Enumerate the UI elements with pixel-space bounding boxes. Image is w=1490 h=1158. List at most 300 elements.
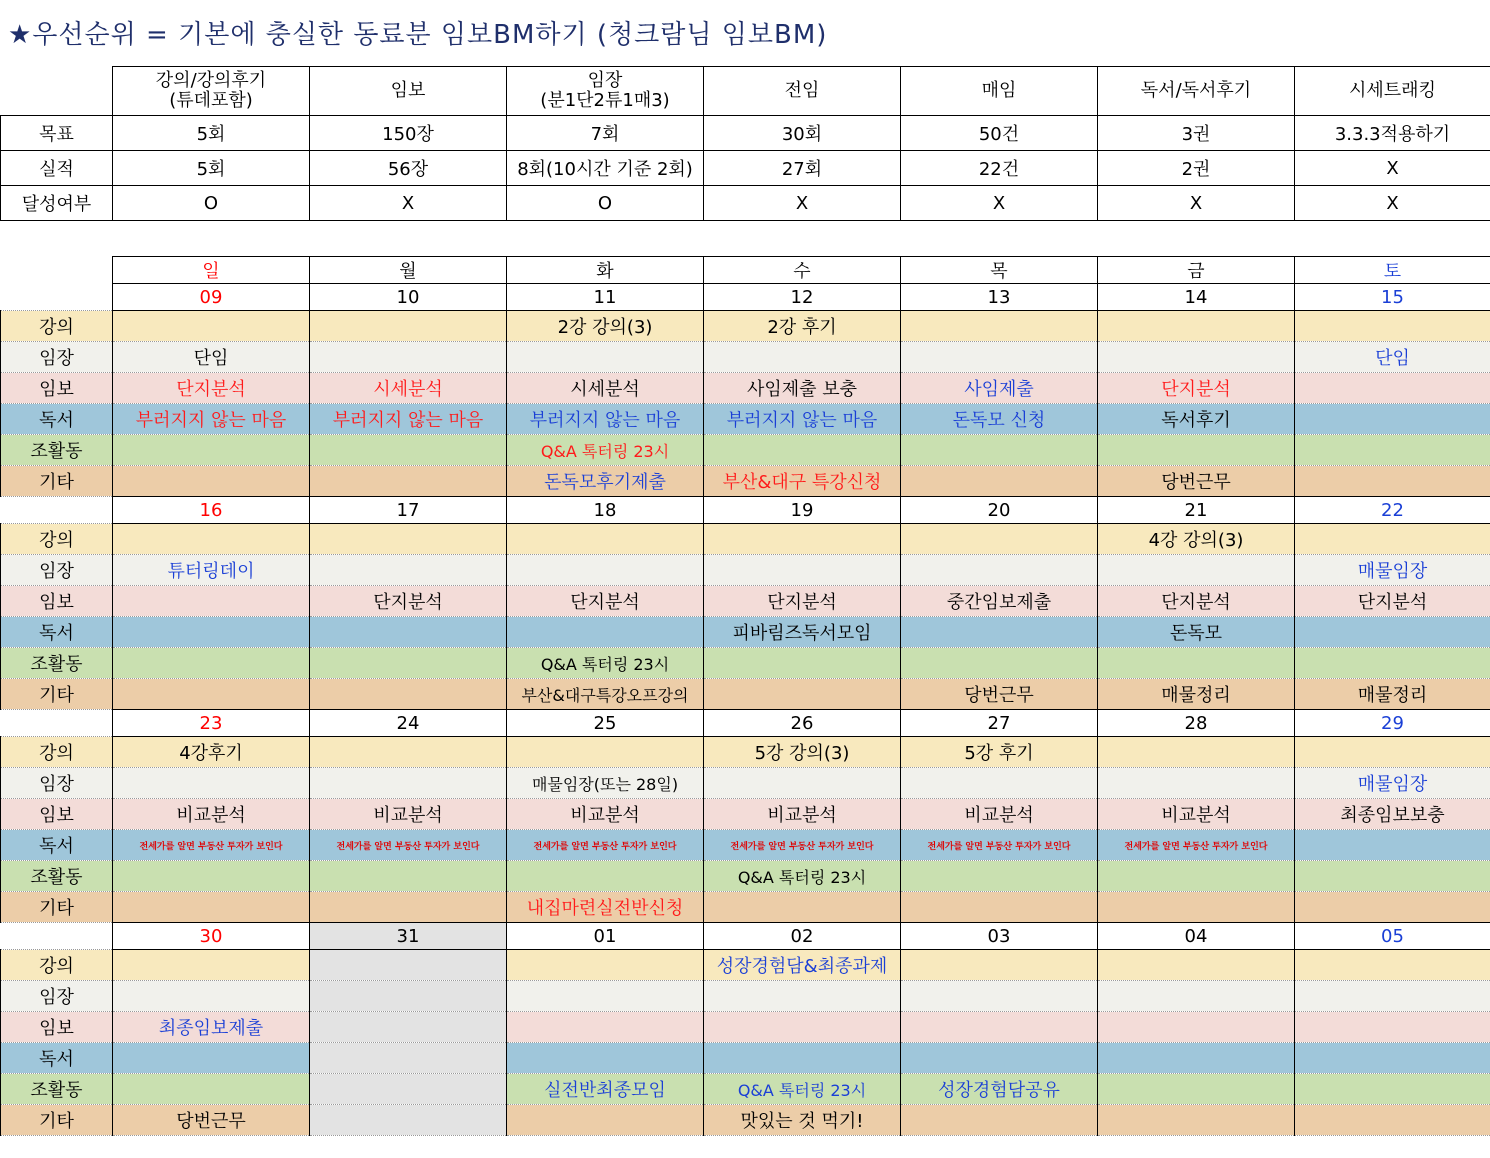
- summary-column-header-text: 매임: [981, 80, 1017, 101]
- summary-cell: 3.3.3적용하기: [1295, 116, 1490, 151]
- activity-cell: [1098, 342, 1295, 373]
- summary-table: [0, 66, 1490, 221]
- summary-row: [1, 151, 1490, 186]
- activity-cell: [704, 1043, 901, 1074]
- activity-cell: 돈독모 신청: [901, 404, 1098, 435]
- summary-cell: 22건: [901, 151, 1098, 186]
- activity-cell: [1098, 892, 1295, 923]
- activity-cell: 매물임장(또는 28일): [507, 768, 704, 799]
- activity-cell: [1098, 1012, 1295, 1043]
- activity-cell: [901, 1012, 1098, 1043]
- activity-cell: [704, 342, 901, 373]
- activity-cell: 5강 강의(3): [704, 737, 901, 768]
- summary-cell: X: [1295, 151, 1490, 186]
- activity-cell: 내집마련실전반신청: [507, 892, 704, 923]
- activity-cell: [901, 435, 1098, 466]
- summary-column-header: [310, 67, 507, 116]
- activity-cell: [1295, 404, 1490, 435]
- activity-cell: [507, 1012, 704, 1043]
- activity-cell: [1295, 950, 1490, 981]
- activity-cell: [113, 586, 310, 617]
- activity-cell: [704, 555, 901, 586]
- activity-cell: [310, 861, 507, 892]
- activity-cell: 4강후기: [113, 737, 310, 768]
- date-cell: 18: [507, 497, 704, 524]
- summary-column-header: [704, 67, 901, 116]
- activity-cell: [901, 950, 1098, 981]
- activity-row: [1, 617, 1490, 648]
- summary-cell: 50건: [901, 116, 1098, 151]
- activity-cell: 전세가를 알면 부동산 투자가 보인다: [113, 830, 310, 861]
- activity-label: 강의: [1, 737, 113, 768]
- summary-row: [1, 186, 1490, 221]
- activity-cell: [1295, 1043, 1490, 1074]
- activity-cell: [901, 617, 1098, 648]
- activity-cell: [113, 892, 310, 923]
- activity-label: 독서: [1, 1043, 113, 1074]
- summary-row: [1, 116, 1490, 151]
- activity-label: 조활동: [1, 1074, 113, 1105]
- activity-cell: 부러지지 않는 마음: [704, 404, 901, 435]
- activity-cell: [901, 466, 1098, 497]
- activity-cell: 중간임보제출: [901, 586, 1098, 617]
- date-cell: 31: [310, 923, 507, 950]
- summary-column-header-text: 전임: [784, 80, 820, 101]
- activity-row: [1, 1074, 1490, 1105]
- activity-cell: 시세분석: [507, 373, 704, 404]
- activity-cell: [310, 892, 507, 923]
- activity-row: [1, 861, 1490, 892]
- activity-cell: 최종임보제출: [113, 1012, 310, 1043]
- activity-cell: [901, 1043, 1098, 1074]
- activity-cell: [901, 981, 1098, 1012]
- activity-cell: [113, 1074, 310, 1105]
- activity-cell: [113, 679, 310, 710]
- activity-row: [1, 1043, 1490, 1074]
- summary-cell: 27회: [704, 151, 901, 186]
- activity-cell: 튜터링데이: [113, 555, 310, 586]
- activity-row: [1, 892, 1490, 923]
- activity-cell: [310, 555, 507, 586]
- activity-cell: [1295, 981, 1490, 1012]
- activity-cell: [1295, 524, 1490, 555]
- activity-cell: [310, 524, 507, 555]
- activity-label: 임장: [1, 981, 113, 1012]
- activity-cell: [1295, 617, 1490, 648]
- activity-cell: [310, 737, 507, 768]
- date-row: [1, 923, 1490, 950]
- activity-cell: 단지분석: [310, 586, 507, 617]
- summary-cell: 150장: [310, 116, 507, 151]
- activity-cell: [1295, 311, 1490, 342]
- activity-cell: [1098, 1043, 1295, 1074]
- summary-cell: 2권: [1098, 151, 1295, 186]
- activity-cell: [1098, 981, 1295, 1012]
- activity-row: [1, 1012, 1490, 1043]
- activity-cell: [507, 524, 704, 555]
- date-cell: 12: [704, 284, 901, 311]
- activity-cell: [901, 861, 1098, 892]
- activity-cell: [310, 1074, 507, 1105]
- date-cell: 10: [310, 284, 507, 311]
- activity-cell: [113, 768, 310, 799]
- activity-label: 강의: [1, 311, 113, 342]
- activity-cell: 독서후기: [1098, 404, 1295, 435]
- activity-row: [1, 830, 1490, 861]
- summary-cell: X: [1098, 186, 1295, 221]
- activity-cell: [1098, 1105, 1295, 1136]
- activity-cell: 단지분석: [1295, 586, 1490, 617]
- activity-row: [1, 311, 1490, 342]
- summary-cell: X: [1295, 186, 1490, 221]
- weekday-corner: [1, 257, 113, 284]
- activity-cell: [507, 737, 704, 768]
- activity-label: 임보: [1, 373, 113, 404]
- activity-row: [1, 466, 1490, 497]
- date-cell: 15: [1295, 284, 1490, 311]
- date-cell: 17: [310, 497, 507, 524]
- activity-label: 임장: [1, 342, 113, 373]
- date-cell: 28: [1098, 710, 1295, 737]
- activity-row: [1, 768, 1490, 799]
- activity-row: [1, 555, 1490, 586]
- activity-cell: [1098, 648, 1295, 679]
- activity-cell: [113, 311, 310, 342]
- activity-cell: [704, 981, 901, 1012]
- date-row: [1, 284, 1490, 311]
- activity-label: 기타: [1, 466, 113, 497]
- activity-cell: 비교분석: [704, 799, 901, 830]
- activity-cell: 단임: [1295, 342, 1490, 373]
- summary-column-header-text: 임장: [587, 70, 623, 91]
- activity-cell: [901, 648, 1098, 679]
- activity-cell: [507, 861, 704, 892]
- summary-row-label: 목표: [1, 116, 113, 151]
- date-cell: 16: [113, 497, 310, 524]
- summary-cell: X: [901, 186, 1098, 221]
- activity-cell: [113, 524, 310, 555]
- activity-cell: [507, 555, 704, 586]
- activity-label: 임보: [1, 586, 113, 617]
- activity-cell: 당번근무: [1098, 466, 1295, 497]
- summary-column-header-text: 시세트래킹: [1349, 80, 1436, 101]
- summary-column-header-text: 강의/강의후기: [155, 70, 267, 91]
- activity-cell: [113, 950, 310, 981]
- date-cell: 14: [1098, 284, 1295, 311]
- date-cell: 25: [507, 710, 704, 737]
- activity-cell: 돈독모후기제출: [507, 466, 704, 497]
- activity-label: 조활동: [1, 435, 113, 466]
- summary-column-header-text: (분1단2튜1매3): [540, 90, 670, 111]
- summary-column-header: [113, 67, 310, 116]
- activity-cell: 사임제출 보충: [704, 373, 901, 404]
- activity-cell: 매물임장: [1295, 768, 1490, 799]
- activity-cell: 2강 후기: [704, 311, 901, 342]
- activity-cell: [1295, 737, 1490, 768]
- weekday-header: 월: [310, 257, 507, 284]
- activity-cell: [310, 435, 507, 466]
- weekday-header: 금: [1098, 257, 1295, 284]
- activity-cell: [310, 981, 507, 1012]
- activity-cell: [704, 648, 901, 679]
- summary-cell: X: [704, 186, 901, 221]
- activity-cell: [1295, 892, 1490, 923]
- weekday-header: 화: [507, 257, 704, 284]
- activity-cell: 부러지지 않는 마음: [310, 404, 507, 435]
- activity-cell: 비교분석: [507, 799, 704, 830]
- activity-cell: [310, 950, 507, 981]
- activity-cell: [310, 648, 507, 679]
- activity-cell: 단임: [113, 342, 310, 373]
- page-title: ★우선순위 = 기본에 충실한 동료분 임보BM하기 (청크람님 임보BM): [8, 20, 828, 50]
- calendar-table: [0, 256, 1490, 1136]
- weekday-header: 목: [901, 257, 1098, 284]
- activity-row: [1, 679, 1490, 710]
- activity-cell: [310, 342, 507, 373]
- activity-label: 독서: [1, 830, 113, 861]
- weekday-header: 토: [1295, 257, 1490, 284]
- activity-cell: [113, 617, 310, 648]
- summary-column-header-text: 임보: [390, 80, 426, 101]
- activity-cell: [113, 466, 310, 497]
- activity-cell: [704, 679, 901, 710]
- activity-cell: Q&A 톡터링 23시: [507, 435, 704, 466]
- date-corner: [1, 497, 113, 524]
- activity-cell: [1295, 435, 1490, 466]
- activity-cell: [704, 768, 901, 799]
- activity-cell: 부산&대구특강오프강의: [507, 679, 704, 710]
- activity-row: [1, 435, 1490, 466]
- activity-cell: [1295, 1105, 1490, 1136]
- date-cell: 04: [1098, 923, 1295, 950]
- activity-label: 강의: [1, 524, 113, 555]
- activity-cell: 당번근무: [901, 679, 1098, 710]
- activity-cell: [507, 981, 704, 1012]
- activity-cell: 비교분석: [113, 799, 310, 830]
- date-cell: 05: [1295, 923, 1490, 950]
- activity-cell: [1295, 861, 1490, 892]
- activity-cell: 단지분석: [1098, 373, 1295, 404]
- date-cell: 29: [1295, 710, 1490, 737]
- activity-label: 독서: [1, 617, 113, 648]
- activity-cell: 4강 강의(3): [1098, 524, 1295, 555]
- activity-cell: [901, 768, 1098, 799]
- activity-row: [1, 799, 1490, 830]
- summary-column-header: [507, 67, 704, 116]
- activity-row: [1, 1105, 1490, 1136]
- activity-cell: 시세분석: [310, 373, 507, 404]
- activity-cell: 돈독모: [1098, 617, 1295, 648]
- activity-cell: 실전반최종모임: [507, 1074, 704, 1105]
- date-cell: 27: [901, 710, 1098, 737]
- summary-row-label: 실적: [1, 151, 113, 186]
- activity-label: 임보: [1, 799, 113, 830]
- date-cell: 01: [507, 923, 704, 950]
- summary-column-header-text: 독서/독서후기: [1140, 80, 1252, 101]
- activity-cell: Q&A 톡터링 23시: [507, 648, 704, 679]
- summary-row-label: 달성여부: [1, 186, 113, 221]
- activity-cell: [1295, 466, 1490, 497]
- weekday-row: [1, 257, 1490, 284]
- activity-cell: 비교분석: [1098, 799, 1295, 830]
- activity-cell: [901, 892, 1098, 923]
- activity-cell: 단지분석: [1098, 586, 1295, 617]
- activity-cell: 매물정리: [1098, 679, 1295, 710]
- summary-column-header: [1098, 67, 1295, 116]
- summary-corner: [1, 67, 113, 116]
- activity-label: 기타: [1, 679, 113, 710]
- date-cell: 03: [901, 923, 1098, 950]
- date-corner: [1, 284, 113, 311]
- activity-cell: 부산&대구 특강신청: [704, 466, 901, 497]
- summary-cell: 56장: [310, 151, 507, 186]
- activity-cell: [113, 981, 310, 1012]
- activity-cell: [310, 1012, 507, 1043]
- date-corner: [1, 710, 113, 737]
- activity-cell: [704, 892, 901, 923]
- summary-cell: 5회: [113, 116, 310, 151]
- date-cell: 30: [113, 923, 310, 950]
- activity-cell: [1098, 555, 1295, 586]
- activity-cell: 매물임장: [1295, 555, 1490, 586]
- date-cell: 24: [310, 710, 507, 737]
- activity-cell: 당번근무: [113, 1105, 310, 1136]
- summary-cell: 5회: [113, 151, 310, 186]
- activity-label: 임보: [1, 1012, 113, 1043]
- activity-cell: [113, 435, 310, 466]
- activity-row: [1, 373, 1490, 404]
- summary-cell: 7회: [507, 116, 704, 151]
- date-cell: 13: [901, 284, 1098, 311]
- summary-column-header: [901, 67, 1098, 116]
- activity-cell: [704, 524, 901, 555]
- activity-cell: [1098, 435, 1295, 466]
- activity-cell: 부러지지 않는 마음: [113, 404, 310, 435]
- activity-cell: 단지분석: [113, 373, 310, 404]
- activity-cell: [113, 648, 310, 679]
- activity-cell: [113, 1043, 310, 1074]
- activity-cell: 2강 강의(3): [507, 311, 704, 342]
- date-cell: 23: [113, 710, 310, 737]
- activity-cell: 단지분석: [507, 586, 704, 617]
- activity-cell: 비교분석: [901, 799, 1098, 830]
- date-row: [1, 497, 1490, 524]
- activity-cell: [310, 1043, 507, 1074]
- activity-cell: [1098, 311, 1295, 342]
- activity-label: 강의: [1, 950, 113, 981]
- activity-cell: [507, 1105, 704, 1136]
- activity-cell: [1295, 1074, 1490, 1105]
- summary-cell: O: [113, 186, 310, 221]
- activity-cell: 성장경험담공유: [901, 1074, 1098, 1105]
- activity-cell: 성장경험담&최종과제: [704, 950, 901, 981]
- activity-row: [1, 586, 1490, 617]
- activity-cell: [1295, 373, 1490, 404]
- activity-cell: [1295, 1012, 1490, 1043]
- activity-label: 독서: [1, 404, 113, 435]
- activity-cell: 최종임보보충: [1295, 799, 1490, 830]
- activity-cell: 단지분석: [704, 586, 901, 617]
- summary-cell: 30회: [704, 116, 901, 151]
- activity-cell: 전세가를 알면 부동산 투자가 보인다: [901, 830, 1098, 861]
- date-row: [1, 710, 1490, 737]
- weekday-header: 수: [704, 257, 901, 284]
- activity-cell: 비교분석: [310, 799, 507, 830]
- activity-cell: [507, 617, 704, 648]
- activity-label: 기타: [1, 892, 113, 923]
- activity-cell: [310, 1105, 507, 1136]
- activity-cell: [507, 342, 704, 373]
- date-cell: 19: [704, 497, 901, 524]
- activity-cell: 전세가를 알면 부동산 투자가 보인다: [507, 830, 704, 861]
- activity-cell: [507, 1043, 704, 1074]
- activity-cell: 전세가를 알면 부동산 투자가 보인다: [704, 830, 901, 861]
- activity-cell: [310, 679, 507, 710]
- activity-cell: [113, 861, 310, 892]
- activity-cell: [704, 1012, 901, 1043]
- summary-column-header: [1295, 67, 1490, 116]
- activity-cell: 피바림즈독서모임: [704, 617, 901, 648]
- date-cell: 20: [901, 497, 1098, 524]
- activity-row: [1, 404, 1490, 435]
- activity-cell: 사임제출: [901, 373, 1098, 404]
- activity-row: [1, 737, 1490, 768]
- activity-cell: [310, 311, 507, 342]
- summary-cell: 3권: [1098, 116, 1295, 151]
- activity-label: 기타: [1, 1105, 113, 1136]
- activity-row: [1, 342, 1490, 373]
- activity-cell: Q&A 톡터링 23시: [704, 1074, 901, 1105]
- activity-row: [1, 981, 1490, 1012]
- activity-cell: 전세가를 알면 부동산 투자가 보인다: [1098, 830, 1295, 861]
- activity-cell: [901, 1105, 1098, 1136]
- activity-row: [1, 524, 1490, 555]
- activity-cell: [1098, 950, 1295, 981]
- summary-column-header-text: (튜데포함): [169, 90, 253, 111]
- summary-cell: X: [310, 186, 507, 221]
- activity-cell: [901, 524, 1098, 555]
- weekday-header: 일: [113, 257, 310, 284]
- activity-cell: [1098, 1074, 1295, 1105]
- date-corner: [1, 923, 113, 950]
- activity-cell: 매물정리: [1295, 679, 1490, 710]
- activity-cell: 5강 후기: [901, 737, 1098, 768]
- activity-cell: [310, 617, 507, 648]
- activity-row: [1, 950, 1490, 981]
- date-cell: 09: [113, 284, 310, 311]
- activity-cell: 전세가를 알면 부동산 투자가 보인다: [310, 830, 507, 861]
- date-cell: 21: [1098, 497, 1295, 524]
- activity-cell: [310, 768, 507, 799]
- activity-cell: Q&A 톡터링 23시: [704, 861, 901, 892]
- activity-cell: [507, 950, 704, 981]
- summary-cell: O: [507, 186, 704, 221]
- activity-cell: [1295, 648, 1490, 679]
- date-cell: 11: [507, 284, 704, 311]
- activity-label: 임장: [1, 768, 113, 799]
- activity-cell: 맛있는 것 먹기!: [704, 1105, 901, 1136]
- activity-cell: [310, 466, 507, 497]
- activity-cell: [901, 311, 1098, 342]
- activity-cell: [704, 435, 901, 466]
- date-cell: 22: [1295, 497, 1490, 524]
- activity-label: 조활동: [1, 861, 113, 892]
- activity-cell: [1295, 830, 1490, 861]
- activity-label: 조활동: [1, 648, 113, 679]
- activity-label: 임장: [1, 555, 113, 586]
- date-cell: 26: [704, 710, 901, 737]
- activity-cell: [901, 342, 1098, 373]
